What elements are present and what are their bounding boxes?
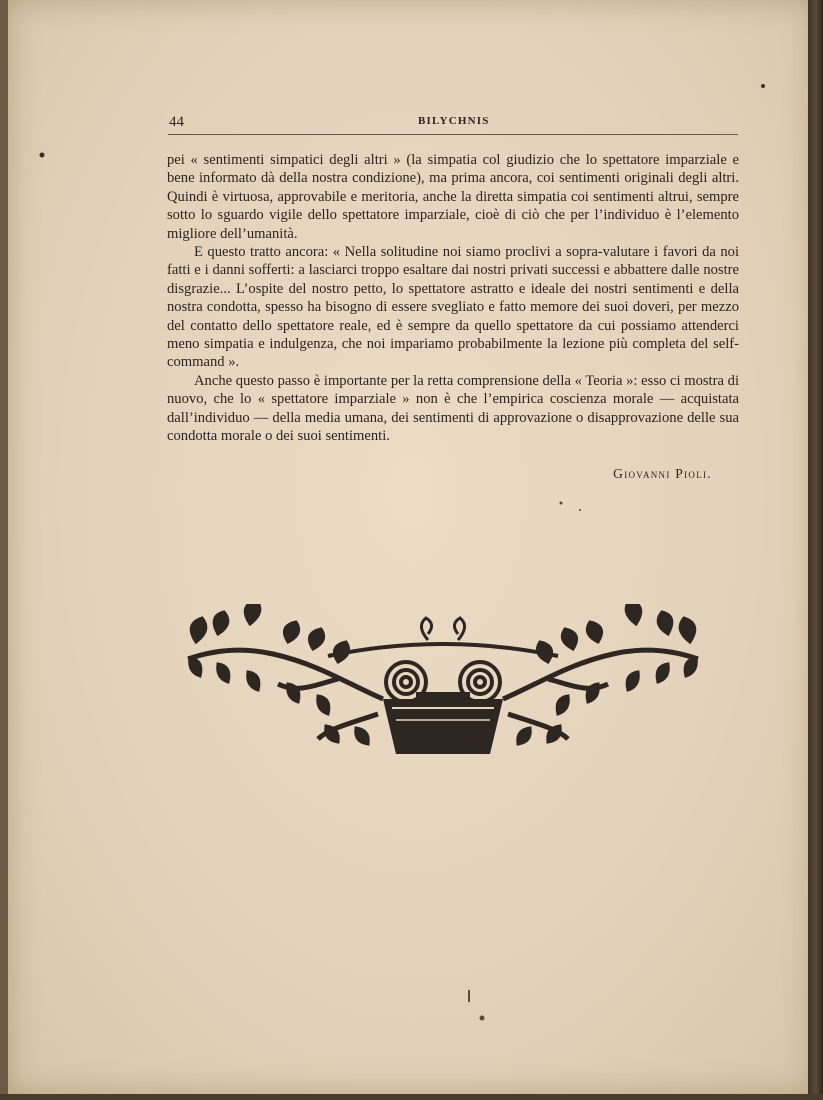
paragraph-3: Anche questo passo è importante per la retta comprensione della « Teoria »: esso ci mostra di nuovo, che lo « spettatore imparziale » non è che l’empirica coscienza morale — acquistata dall’individuo — della media umana, dei sentimenti di approvazione o disapprovazione delle sua condotta morale o dei suoi sentimenti. (167, 372, 739, 445)
book-page (8, 0, 814, 1094)
body-text (167, 151, 739, 446)
page-header (168, 112, 738, 135)
paragraph-2: E questo tratto ancora: « Nella solitudine noi siamo proclivi a sopra-valutare i favori da noi fatti e i danni sofferti: a lasciarci troppo esaltare dai nostri privati successi e abbattere dalle nostre disgrazie... L’ospite del nostro petto, lo spettatore astratto e ideale dei nostri sentimenti e della nostra condotta, spesso ha bisogno di essere svegliato e fatto memore dei suoi doveri, per mezzo del contatto dello spettatore reale, ed è sempre da quello spettatore da cui possiamo attenderci meno simpatia e indulgenza, che noi impariamo probabilmente la lezione più completa del self-command ». (167, 244, 739, 371)
paragraph-1: pei « sentimenti simpatici degli altri » (la simpatia col giudizio che lo spettatore imparziale e bene informato dà della nostra condizione), ma prima ancora, coi sentimenti originali degli altri. Quindi è virtuosa, approvabile e meritoria, anche la diretta simpatia coi sentimenti altrui, sempre sotto lo sguardo vigile dello spettatore imparziale, cioè di ciò che per l’individuo è l’elemento migliore dell’umanità. (167, 152, 739, 242)
book-bottom-edge (0, 1094, 823, 1100)
floral-urn-vignette-icon (178, 604, 708, 760)
page-number: 44 (169, 114, 184, 130)
author-signature: Giovanni Pioli. (613, 466, 712, 481)
book-binding-edge (808, 0, 823, 1100)
running-head: BILYCHNIS (418, 115, 490, 127)
